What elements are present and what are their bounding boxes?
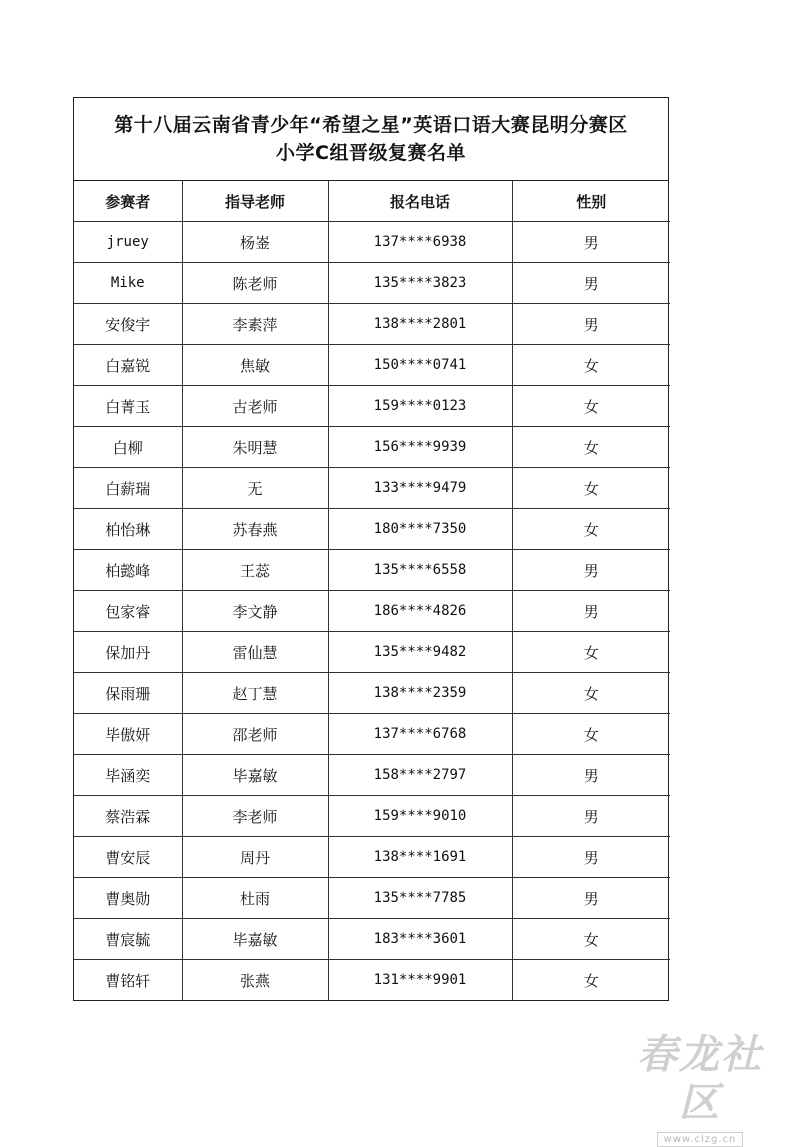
cell-phone: 131****9901 (328, 960, 512, 1001)
cell-teacher: 苏春燕 (182, 509, 328, 550)
cell-phone: 180****7350 (328, 509, 512, 550)
cell-participant: 柏懿峰 (74, 550, 182, 591)
header-teacher: 指导老师 (182, 181, 328, 222)
table-row (74, 304, 670, 345)
table-row (74, 345, 670, 386)
table-row (74, 509, 670, 550)
cell-teacher: 杨崟 (182, 222, 328, 263)
cell-participant: 白薪瑞 (74, 468, 182, 509)
cell-participant: 毕涵奕 (74, 755, 182, 796)
table-row (74, 591, 670, 632)
cell-teacher: 陈老师 (182, 263, 328, 304)
cell-phone: 137****6938 (328, 222, 512, 263)
site-watermark (620, 1031, 780, 1145)
cell-teacher: 李文静 (182, 591, 328, 632)
title-line-2: 小学C组晋级复赛名单 (276, 142, 466, 164)
cell-teacher: 王蕊 (182, 550, 328, 591)
document-title (74, 98, 668, 181)
table-row (74, 468, 670, 509)
qualifier-table (74, 181, 670, 1000)
cell-phone: 138****1691 (328, 837, 512, 878)
cell-gender: 男 (512, 755, 670, 796)
table-row (74, 755, 670, 796)
cell-teacher: 周丹 (182, 837, 328, 878)
cell-participant: 白菁玉 (74, 386, 182, 427)
cell-teacher: 雷仙慧 (182, 632, 328, 673)
watermark-logo: 春龙社区 (637, 1031, 763, 1126)
table-row (74, 714, 670, 755)
cell-teacher: 杜雨 (182, 878, 328, 919)
cell-gender: 女 (512, 960, 670, 1001)
cell-phone: 159****0123 (328, 386, 512, 427)
cell-gender: 女 (512, 427, 670, 468)
table-row (74, 222, 670, 263)
cell-teacher: 邵老师 (182, 714, 328, 755)
title-line-1: 第十八届云南省青少年“希望之星”英语口语大赛昆明分赛区 (114, 114, 628, 136)
cell-participant: 毕傲妍 (74, 714, 182, 755)
cell-gender: 女 (512, 714, 670, 755)
cell-phone: 135****6558 (328, 550, 512, 591)
cell-participant: 蔡浩霖 (74, 796, 182, 837)
cell-teacher: 赵丁慧 (182, 673, 328, 714)
cell-participant: 保加丹 (74, 632, 182, 673)
cell-teacher: 毕嘉敏 (182, 755, 328, 796)
cell-teacher: 无 (182, 468, 328, 509)
cell-gender: 女 (512, 345, 670, 386)
cell-phone: 183****3601 (328, 919, 512, 960)
cell-participant: 曹铭轩 (74, 960, 182, 1001)
header-gender: 性别 (512, 181, 670, 222)
table-row (74, 919, 670, 960)
cell-participant: 包家睿 (74, 591, 182, 632)
cell-gender: 男 (512, 550, 670, 591)
cell-gender: 男 (512, 222, 670, 263)
cell-participant: 曹安辰 (74, 837, 182, 878)
results-table-frame (73, 97, 669, 1001)
cell-phone: 133****9479 (328, 468, 512, 509)
cell-participant: Mike (74, 263, 182, 304)
table-row (74, 427, 670, 468)
cell-gender: 男 (512, 878, 670, 919)
cell-gender: 男 (512, 837, 670, 878)
cell-phone: 138****2359 (328, 673, 512, 714)
cell-teacher: 古老师 (182, 386, 328, 427)
cell-teacher: 李素萍 (182, 304, 328, 345)
table-header-row (74, 181, 670, 222)
cell-participant: 柏怡琳 (74, 509, 182, 550)
table-row (74, 673, 670, 714)
cell-phone: 186****4826 (328, 591, 512, 632)
cell-phone: 135****9482 (328, 632, 512, 673)
table-row (74, 263, 670, 304)
cell-teacher: 焦敏 (182, 345, 328, 386)
cell-participant: 保雨珊 (74, 673, 182, 714)
table-row (74, 837, 670, 878)
table-row (74, 386, 670, 427)
cell-phone: 158****2797 (328, 755, 512, 796)
watermark-url: www.clzg.cn (657, 1132, 744, 1147)
cell-participant: 白柳 (74, 427, 182, 468)
cell-participant: 曹宸毓 (74, 919, 182, 960)
cell-gender: 男 (512, 304, 670, 345)
cell-gender: 女 (512, 919, 670, 960)
header-phone: 报名电话 (328, 181, 512, 222)
cell-phone: 135****7785 (328, 878, 512, 919)
cell-gender: 女 (512, 509, 670, 550)
cell-phone: 159****9010 (328, 796, 512, 837)
cell-participant: 白嘉锐 (74, 345, 182, 386)
cell-gender: 女 (512, 386, 670, 427)
table-row (74, 796, 670, 837)
table-row (74, 960, 670, 1001)
cell-phone: 135****3823 (328, 263, 512, 304)
header-participant: 参赛者 (74, 181, 182, 222)
cell-gender: 男 (512, 796, 670, 837)
table-row (74, 632, 670, 673)
cell-gender: 男 (512, 263, 670, 304)
cell-participant: jruey (74, 222, 182, 263)
cell-phone: 138****2801 (328, 304, 512, 345)
cell-phone: 137****6768 (328, 714, 512, 755)
cell-teacher: 李老师 (182, 796, 328, 837)
cell-gender: 男 (512, 591, 670, 632)
table-row (74, 878, 670, 919)
cell-phone: 150****0741 (328, 345, 512, 386)
cell-gender: 女 (512, 673, 670, 714)
cell-participant: 安俊宇 (74, 304, 182, 345)
cell-participant: 曹奥勋 (74, 878, 182, 919)
cell-phone: 156****9939 (328, 427, 512, 468)
cell-gender: 女 (512, 468, 670, 509)
cell-teacher: 张燕 (182, 960, 328, 1001)
cell-teacher: 朱明慧 (182, 427, 328, 468)
cell-teacher: 毕嘉敏 (182, 919, 328, 960)
cell-gender: 女 (512, 632, 670, 673)
table-row (74, 550, 670, 591)
